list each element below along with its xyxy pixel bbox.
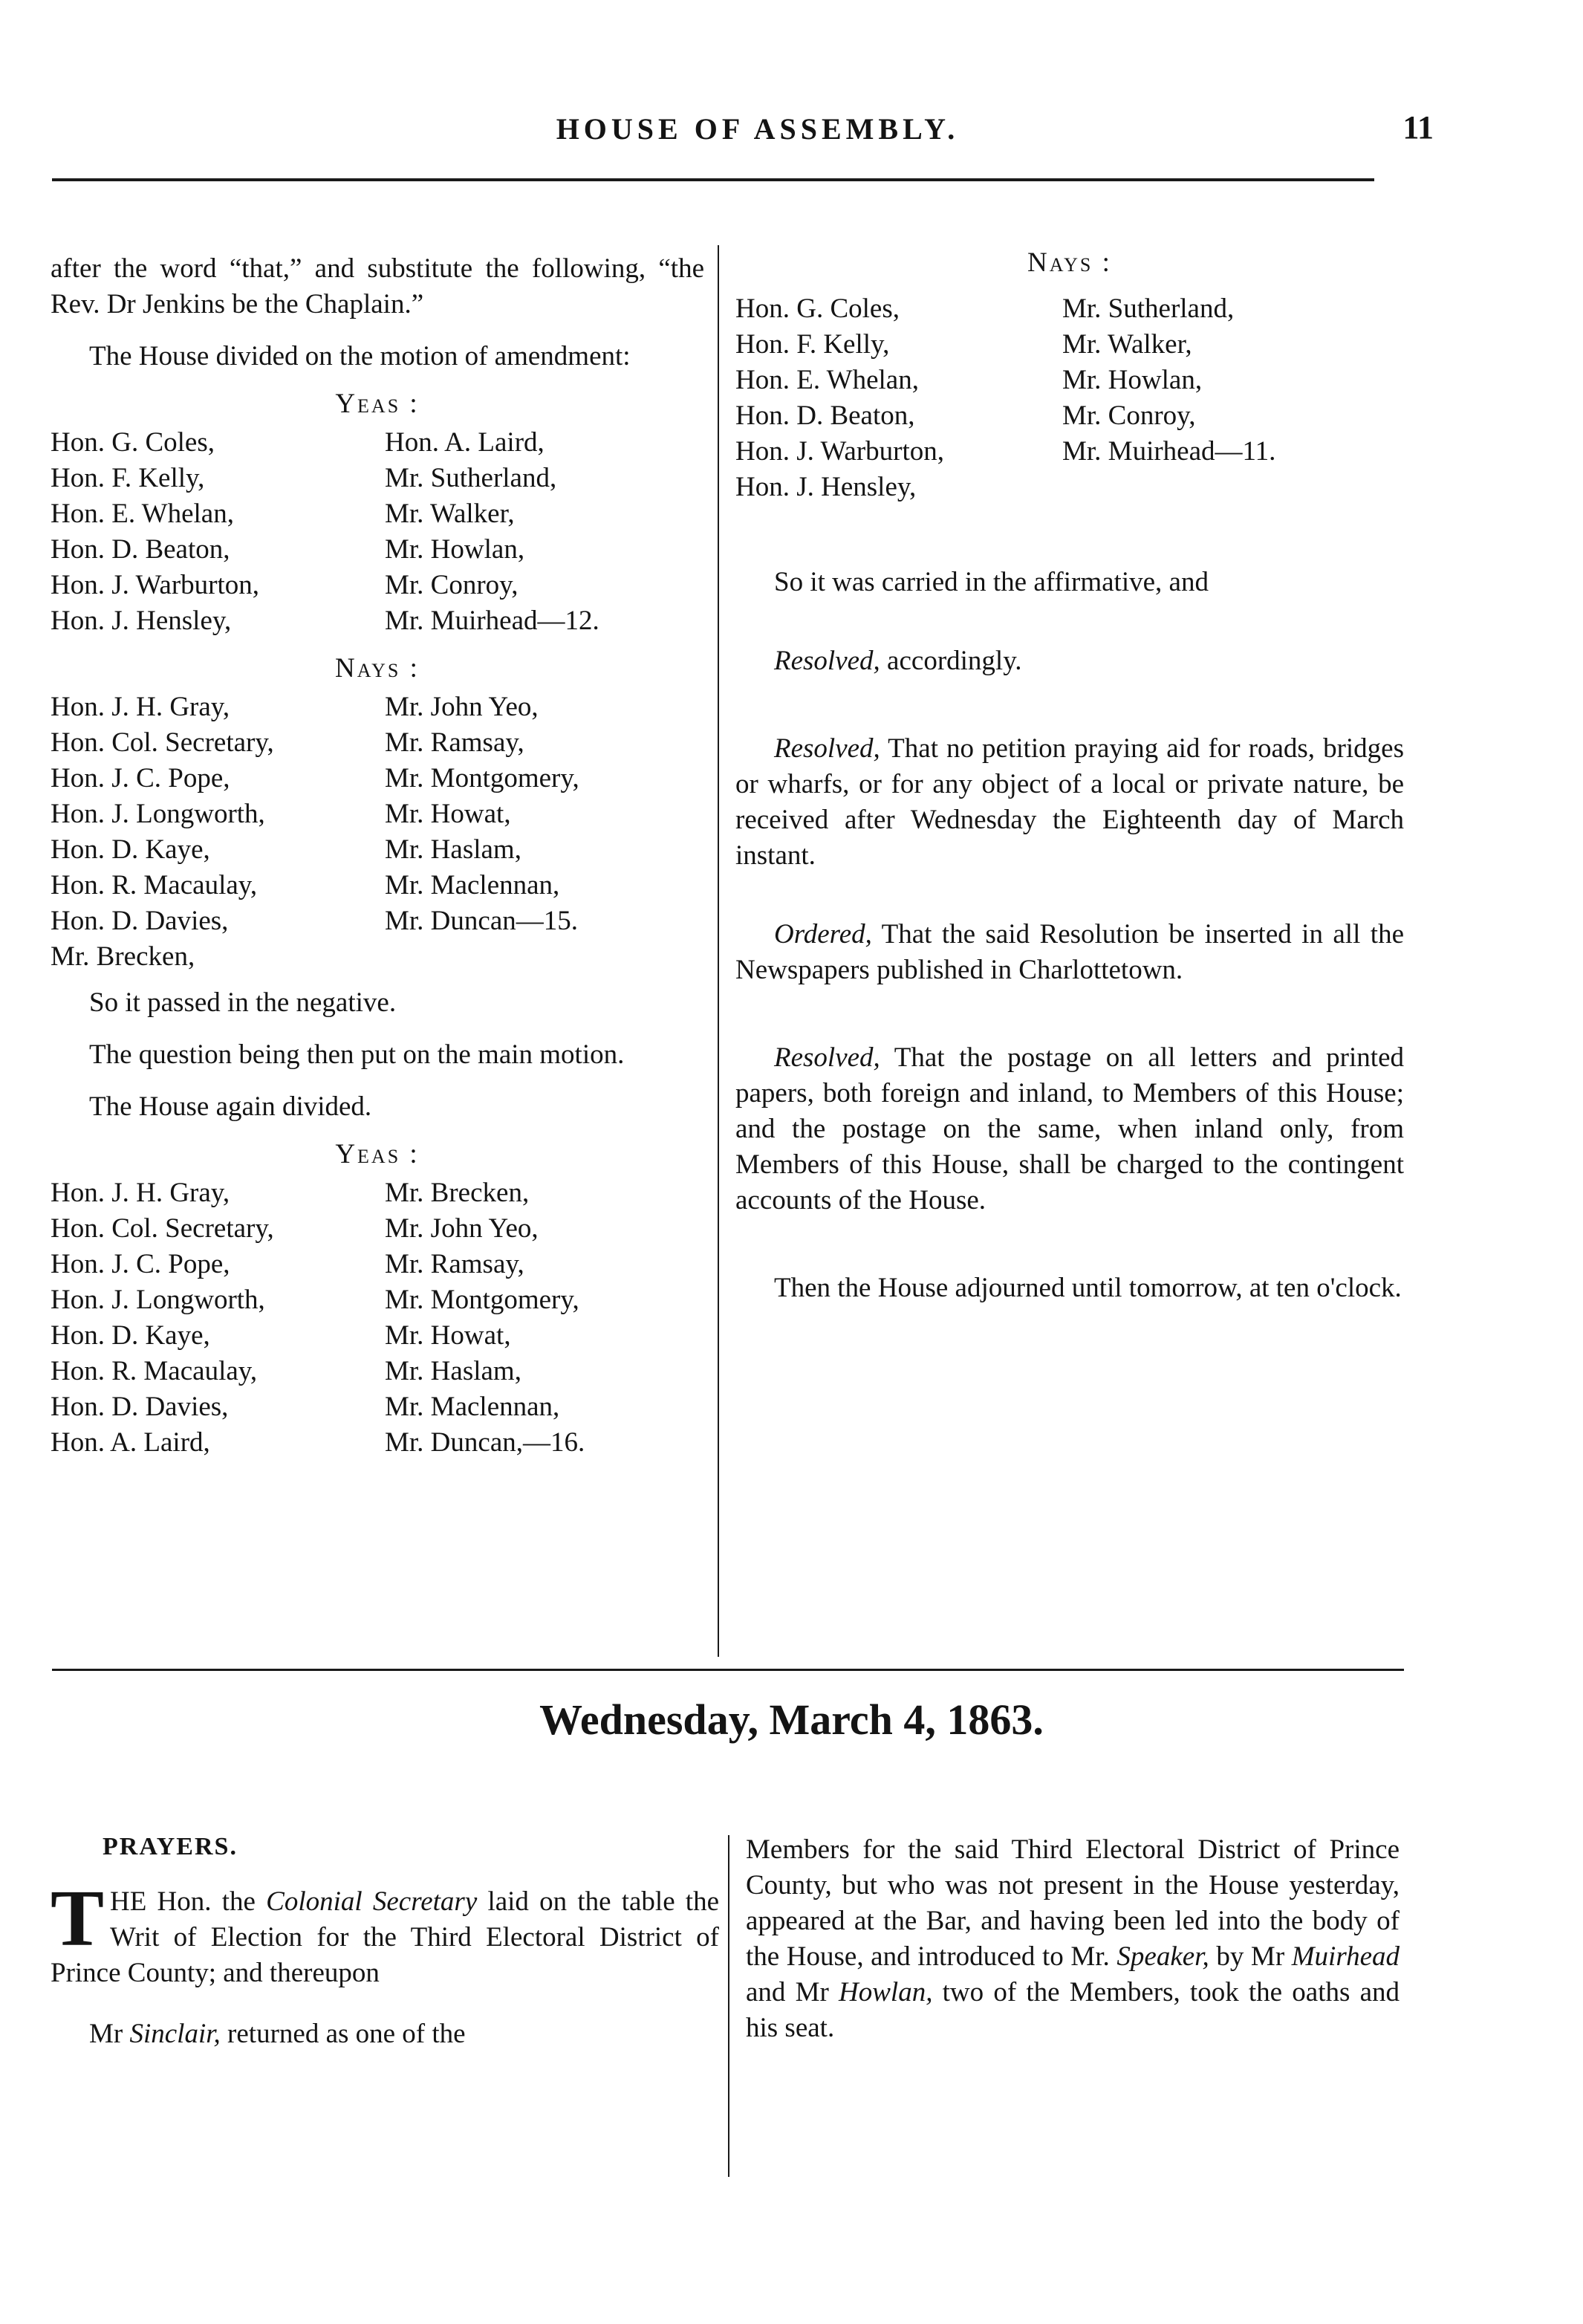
- division-text: The House divided on the motion of amendment:: [89, 341, 631, 371]
- yeas2-name: Mr. Howat,: [385, 1320, 511, 1351]
- nays-name: Hon. J. H. Gray,: [51, 692, 230, 722]
- right-nays-name: Mr. Conroy,: [1062, 400, 1196, 431]
- sinclair-italic: Sinclair,: [129, 2019, 221, 2049]
- nays-name: Hon. Col. Secretary,: [51, 727, 274, 758]
- yeas2-heading: Yeas :: [335, 1139, 420, 1169]
- yeas-name: Hon. G. Coles,: [51, 427, 215, 458]
- sinclair-text-a: Mr: [89, 2019, 123, 2049]
- by-text: by Mr: [1216, 1941, 1285, 1972]
- yeas-name: Mr. Muirhead—12.: [385, 606, 599, 636]
- yeas2-name: Hon. A. Laird,: [51, 1427, 210, 1458]
- yeas2-name: Mr. John Yeo,: [385, 1213, 539, 1244]
- negative-text: So it passed in the negative.: [89, 987, 397, 1018]
- speaker-italic: Speaker,: [1116, 1941, 1209, 1972]
- howlan-italic: Howlan,: [839, 1977, 933, 2007]
- resolution-petitions-text: That no petition praying aid for roads, bridges or wharfs, or for any object of a local or private nature, be received after Wednesday the Eighteenth day of March instant.: [735, 733, 1404, 871]
- lower-left-column: [51, 1829, 719, 2052]
- right-nays-name: Hon. G. Coles,: [735, 293, 900, 324]
- resolved-italic: Resolved,: [774, 646, 880, 676]
- nays-name: Mr. Brecken,: [51, 941, 195, 972]
- right-nays-name: Hon. J. Hensley,: [735, 472, 917, 502]
- resolved-italic: Resolved,: [774, 1042, 880, 1073]
- nays-name: Hon. J. Longworth,: [51, 799, 265, 829]
- resolution-petitions: [735, 731, 1404, 874]
- drop-cap: T: [51, 1875, 105, 1963]
- right-nays-name: Mr. Muirhead—11.: [1062, 436, 1276, 467]
- running-head: HOUSE OF ASSEMBLY.: [556, 112, 960, 146]
- yeas-name: Hon. J. Warburton,: [51, 570, 260, 600]
- yeas-name: Mr. Walker,: [385, 499, 515, 529]
- column-divider: [718, 245, 719, 1657]
- nays-name: Mr. Haslam,: [385, 834, 521, 865]
- nays-name: Mr. Duncan—15.: [385, 906, 578, 936]
- writ-text-b: laid on the table the Writ of Election for the Third Electoral District of Prince County; and thereupon: [51, 1886, 720, 1988]
- nays-name: Hon. D. Davies,: [51, 906, 229, 936]
- yeas2-name: Hon. J. C. Pope,: [51, 1249, 230, 1279]
- yeas2-name: Mr. Maclennan,: [385, 1392, 560, 1422]
- right-nays-heading: Nays :: [1027, 247, 1112, 278]
- oaths-text: two of the Members, took the oaths and his seat.: [746, 1977, 1400, 2043]
- yeas-name: Hon. D. Beaton,: [51, 534, 230, 565]
- resolution-postage: [735, 1040, 1404, 1218]
- nays-name: Mr. Montgomery,: [385, 763, 579, 793]
- yeas-name: Mr. Sutherland,: [385, 463, 557, 493]
- lower-right-column: [746, 1832, 1400, 2046]
- yeas2-name: Mr. Ramsay,: [385, 1249, 524, 1279]
- sinclair-continued: [746, 1832, 1400, 2046]
- ordered-italic: Ordered,: [774, 919, 872, 950]
- yeas2-name: Hon. Col. Secretary,: [51, 1213, 274, 1244]
- order-newspapers: [735, 917, 1404, 988]
- yeas2-name: Hon. D. Kaye,: [51, 1320, 210, 1351]
- order-newspapers-text: That the said Resolution be inserted in all the Newspapers published in Charlottetown.: [735, 919, 1404, 985]
- nays-name: Mr. Howat,: [385, 799, 511, 829]
- yeas2-name: Hon. R. Macaulay,: [51, 1356, 258, 1386]
- amendment-text: after the word “that,” and substitute the following, “the Rev. Dr Jenkins be the Chaplain.”: [51, 253, 704, 319]
- right-nays-name: Hon. D. Beaton,: [735, 400, 915, 431]
- writ-paragraph: [51, 1875, 720, 1991]
- right-nays-name: [1062, 470, 1404, 505]
- yeas2-name: Mr. Haslam,: [385, 1356, 521, 1386]
- resolved-italic: Resolved,: [774, 733, 880, 764]
- yeas2-list: [51, 1175, 704, 1461]
- column-divider-lower: [728, 1835, 729, 2177]
- right-nays-name: Hon. J. Warburton,: [735, 436, 945, 467]
- accordingly-text: [735, 643, 1404, 679]
- yeas-list: [51, 425, 704, 639]
- sinclair-cont-text: Members for the said Third Electoral District of Prince County, but who was not present in the House yesterday, appeared at the Bar, and having been led into the body of the House, and introduced to Mr.: [746, 1834, 1400, 1972]
- nays-name: Mr. Ramsay,: [385, 727, 524, 758]
- right-nays-name: Mr. Sutherland,: [1062, 293, 1235, 324]
- resolution-postage-text: That the postage on all letters and printed papers, both foreign and inland, to Members of this House; and the postage on the same, when inland only, from Members of this House, shall be charged to the contingent accounts of the House.: [735, 1042, 1404, 1215]
- question-text: The question being then put on the main motion.: [89, 1039, 625, 1070]
- right-nays-name: Hon. E. Whelan,: [735, 365, 919, 395]
- right-nays-name: Mr. Walker,: [1062, 329, 1192, 360]
- page-number: 11: [1402, 109, 1434, 146]
- muirhead-italic: Muirhead: [1291, 1941, 1400, 1972]
- section-rule: [52, 1669, 1404, 1671]
- right-nays-name: Mr. Howlan,: [1062, 365, 1203, 395]
- nays-name: Mr. Maclennan,: [385, 870, 560, 900]
- right-nays-list: [735, 291, 1404, 505]
- header-rule: [52, 178, 1374, 181]
- nays-name: Hon. D. Kaye,: [51, 834, 210, 865]
- page-header: [52, 111, 1463, 156]
- yeas2-name: Mr. Brecken,: [385, 1178, 530, 1208]
- accordingly-word: accordingly.: [887, 646, 1022, 676]
- again-text: The House again divided.: [89, 1091, 372, 1122]
- yeas-name: Hon. E. Whelan,: [51, 499, 234, 529]
- nays-name: Hon. J. C. Pope,: [51, 763, 230, 793]
- left-column: [51, 251, 704, 1461]
- yeas2-name: Mr. Duncan,—16.: [385, 1427, 585, 1458]
- sinclair-text-b: returned as one of the: [227, 2019, 466, 2049]
- yeas-heading: Yeas :: [335, 389, 420, 419]
- yeas-name: Hon. F. Kelly,: [51, 463, 205, 493]
- yeas-name: Mr. Howlan,: [385, 534, 525, 565]
- colonial-secretary-italic: Colonial Secretary: [266, 1886, 478, 1917]
- yeas-name: Mr. Conroy,: [385, 570, 519, 600]
- writ-text-a: HE Hon. the: [110, 1886, 256, 1917]
- yeas2-name: Hon. J. H. Gray,: [51, 1178, 230, 1208]
- yeas-name: Hon. J. Hensley,: [51, 606, 232, 636]
- and-text: and Mr: [746, 1977, 829, 2007]
- yeas2-name: Hon. J. Longworth,: [51, 1285, 265, 1315]
- nays-heading: Nays :: [335, 653, 420, 684]
- yeas2-name: Mr. Montgomery,: [385, 1285, 579, 1315]
- date-heading: Wednesday, March 4, 1863.: [539, 1695, 1044, 1744]
- adjourn-text: Then the House adjourned until tomorrow, at ten o'clock.: [774, 1273, 1402, 1303]
- yeas2-name: Hon. D. Davies,: [51, 1392, 229, 1422]
- nays-list: [51, 689, 704, 975]
- nays-name: Hon. R. Macaulay,: [51, 870, 258, 900]
- sinclair-paragraph: [51, 2016, 719, 2052]
- nays-name: [385, 939, 704, 975]
- nays-name: Mr. John Yeo,: [385, 692, 539, 722]
- right-column: [735, 245, 1404, 1306]
- affirmative-text: So it was carried in the affirmative, and: [774, 567, 1209, 597]
- prayers-heading: PRAYERS.: [103, 1833, 238, 1860]
- yeas-name: Hon. A. Laird,: [385, 427, 545, 458]
- right-nays-name: Hon. F. Kelly,: [735, 329, 890, 360]
